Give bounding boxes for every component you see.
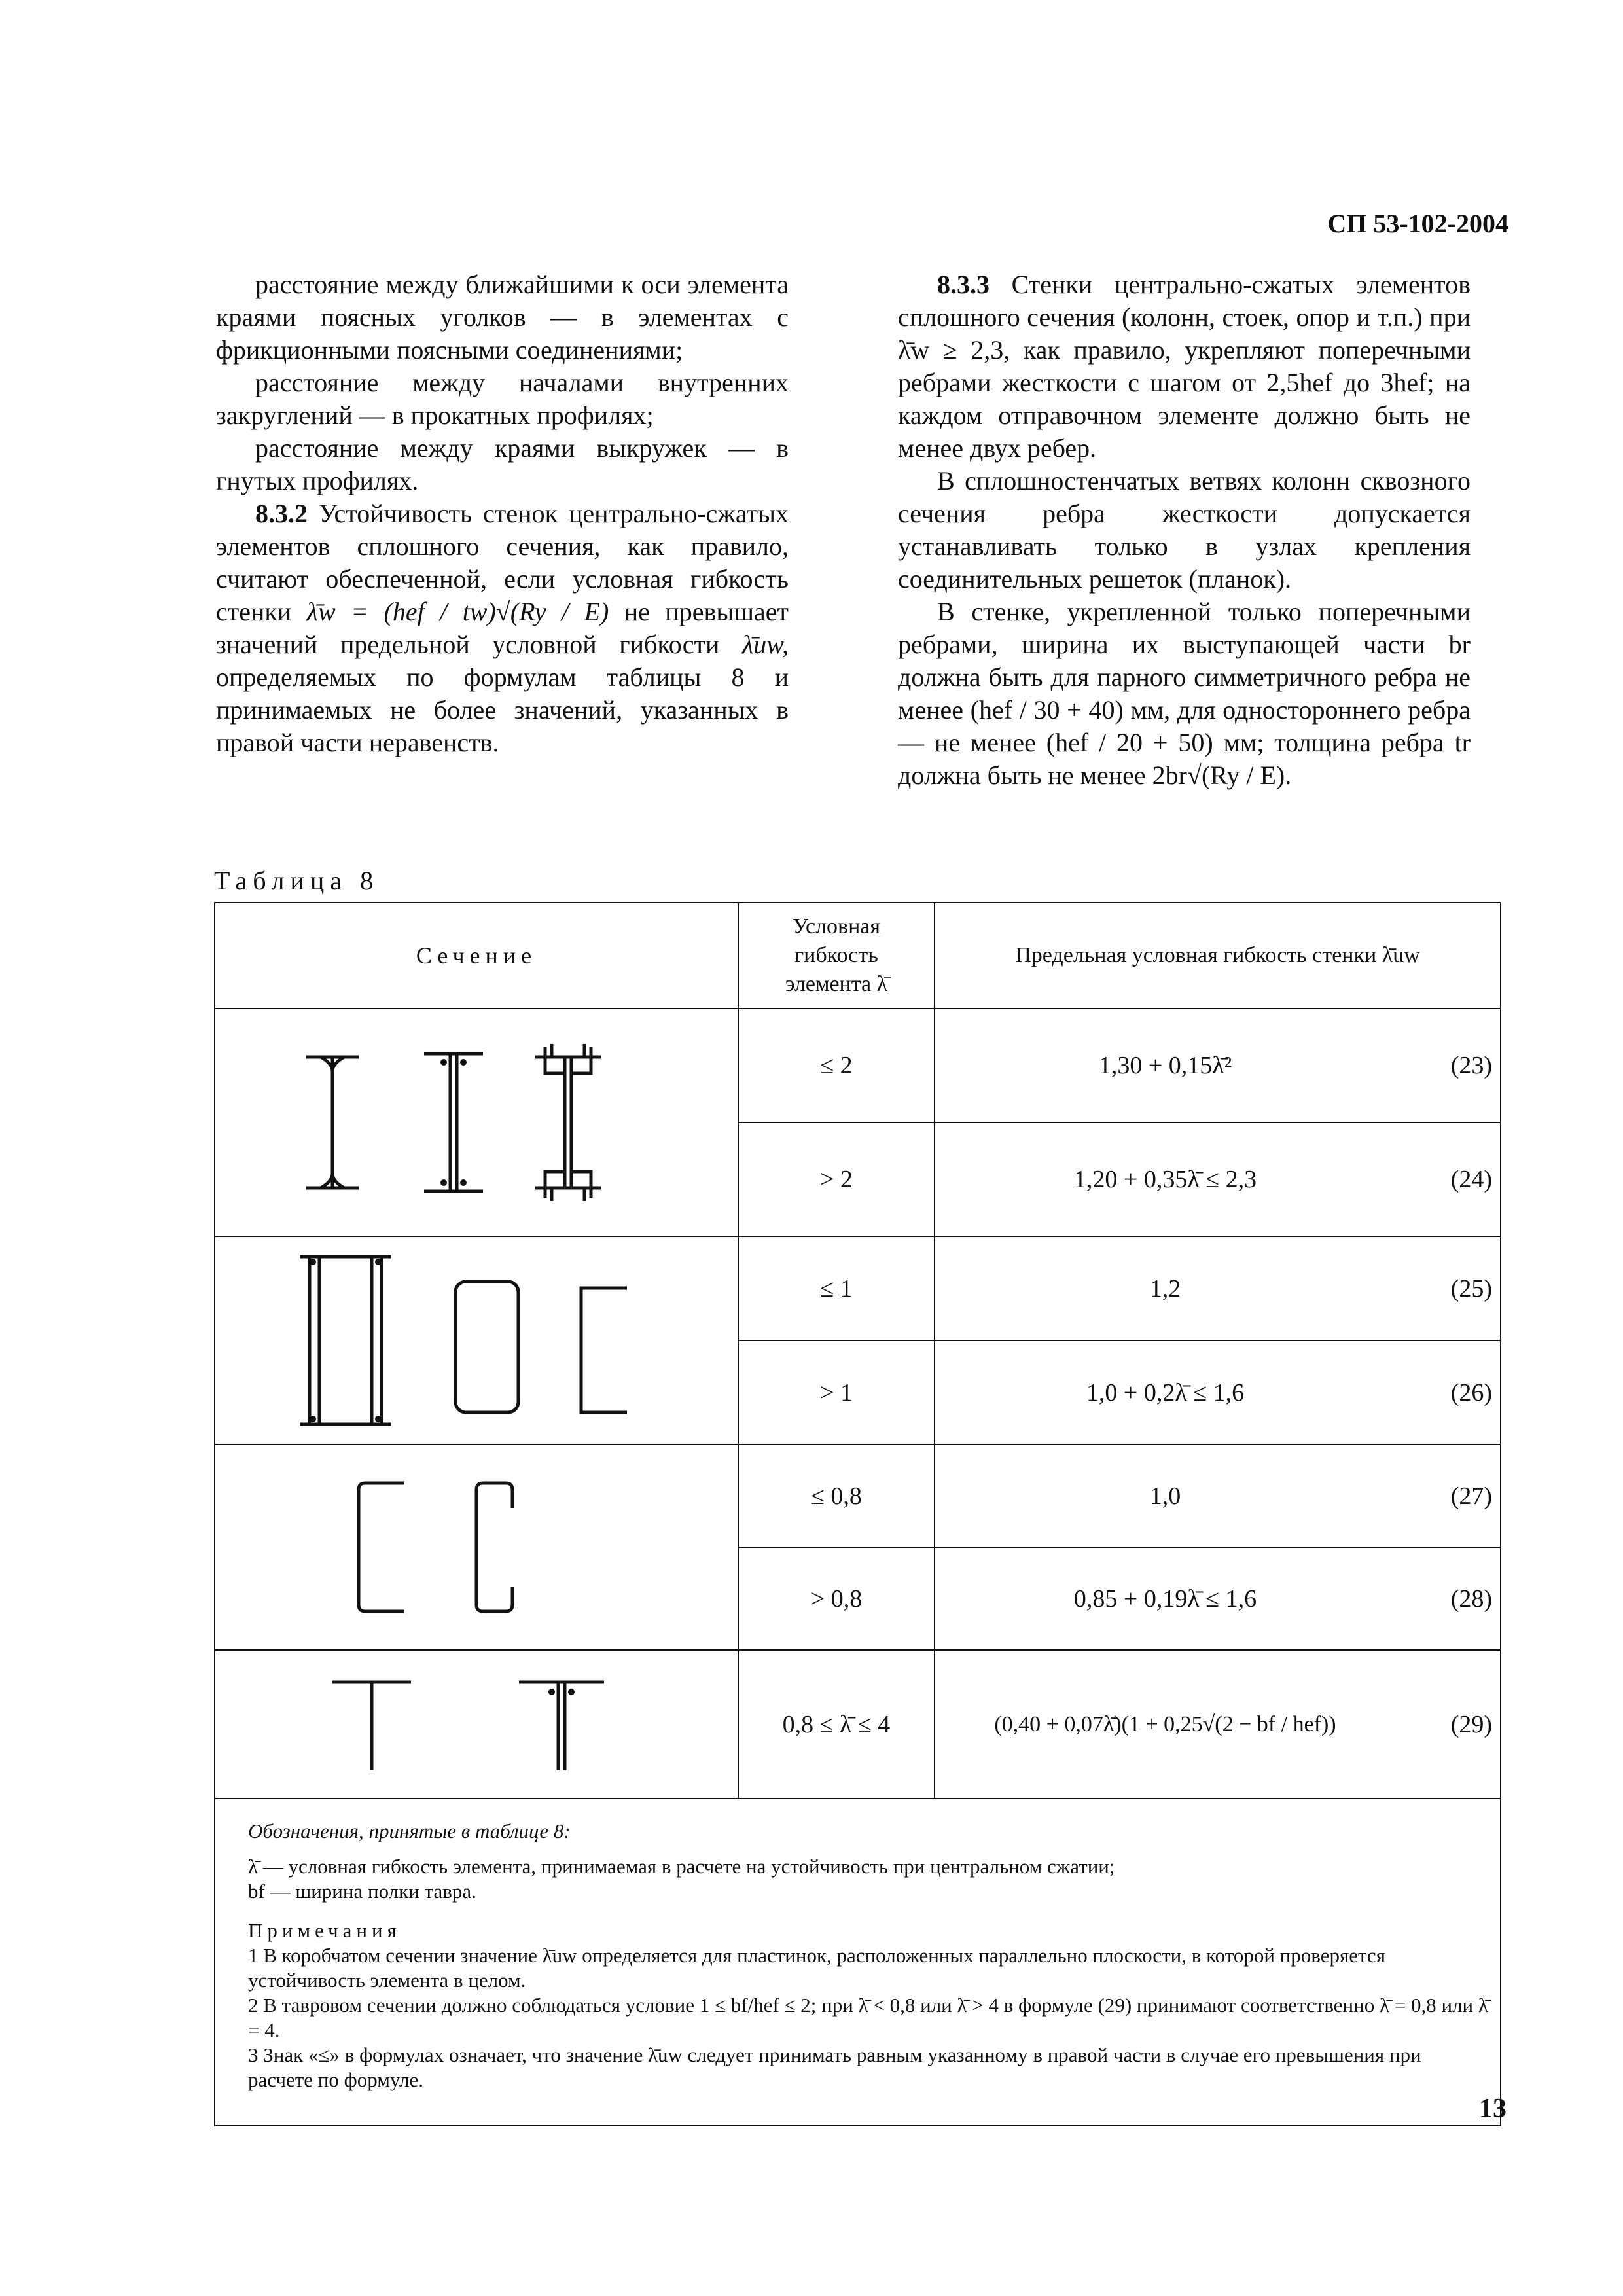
limit-cell [935, 1122, 1501, 1236]
formula-number: (25) [1450, 1274, 1492, 1302]
page-number: 13 [1479, 2094, 1507, 2124]
formula-number: (24) [1450, 1166, 1492, 1193]
limit-formula: 1,30 + 0,15λ̄² [1098, 1052, 1232, 1079]
paragraph-8-3-2 [216, 497, 789, 759]
header-limit: Предельная условная гибкость стенки λ̄uw [935, 903, 1501, 1009]
note-item: 1 В коробчатом сечении значение λ̄uw определяется для пластинок, расположенных параллельно плоскости, в которой проверяется устойчивость элемента в целом. [248, 1944, 1385, 1992]
paragraph: В стенке, укрепленной только поперечными ребрами, ширина их выступающей части br должна быть для парного симметричного ребра не менее (hef / 30 + 40) мм, для одностороннего ребра — не менее (hef / 20 + 50) мм; толщина ребра tr должна быть не менее 2br√(Ry / E). [898, 597, 1471, 790]
i-beam-sections-icon [293, 1044, 660, 1201]
condition-cell: ≤ 0,8 [738, 1444, 935, 1547]
condition-cell: > 0,8 [738, 1547, 935, 1650]
channel-sections-icon [293, 1469, 660, 1626]
limit-cell [935, 1547, 1501, 1650]
formula-number: (28) [1450, 1585, 1492, 1613]
clause-number: 8.3.3 [937, 270, 990, 299]
paragraph: расстояние между началами внутренних закруглений — в прокатных профилях; [216, 368, 789, 430]
table-notes-row [215, 1799, 1501, 2126]
paragraph: расстояние между ближайшими к оси элемента краями поясных уголков — в элементах с фрикционными поясными соединениями; [216, 270, 789, 365]
table-header-row [215, 903, 1501, 1009]
box-sections-icon [293, 1249, 660, 1432]
note-item: 3 Знак «≤» в формулах означает, что значение λ̄uw следует принимать равным указанному в правой части в случае его превышения при расчете по формуле. [248, 2043, 1421, 2091]
paragraph: В сплошностенчатых ветвях колонн сквозного сечения ребра жесткости допускается устанавливать только в узлах крепления соединительных решеток (планок). [898, 466, 1471, 594]
limit-cell [935, 1340, 1501, 1444]
paragraph: расстояние между краями выкружек — в гнутых профилях. [216, 433, 789, 495]
table-row [215, 1444, 1501, 1547]
symbol: λ̄uw, [741, 630, 789, 659]
table-8 [214, 902, 1501, 2126]
formula-number: (23) [1450, 1052, 1492, 1079]
limit-formula: (0,40 + 0,07λ̄)(1 + 0,25√(2 − bf / hef)) [994, 1712, 1336, 1736]
condition-cell: > 1 [738, 1340, 935, 1444]
limit-cell [935, 1009, 1501, 1122]
tee-section-drawings [215, 1650, 738, 1799]
notation-title: Обозначения, принятые в таблице 8: [248, 1820, 571, 1842]
left-column [216, 268, 789, 759]
table-row [215, 1009, 1501, 1122]
limit-formula: 1,2 [1149, 1274, 1181, 1302]
condition-cell: ≤ 2 [738, 1009, 935, 1122]
i-section-drawings [215, 1009, 738, 1236]
table-caption: Таблица 8 [214, 866, 380, 895]
header-section: Сечение [215, 903, 738, 1009]
formula-number: (27) [1450, 1482, 1492, 1510]
table-row [215, 1236, 1501, 1340]
table-row [215, 1650, 1501, 1799]
clause-text: определяемых по формулам таблицы 8 и принимаемых не более значений, указанных в правой части неравенств. [216, 662, 789, 757]
clause-text: не превышает значений предельной условной гибкости [216, 597, 789, 659]
formula-number: (29) [1450, 1710, 1492, 1738]
formula: λ̄w = (hef / tw)√(Ry / E) [306, 597, 609, 626]
limit-cell [935, 1650, 1501, 1799]
condition-cell: > 2 [738, 1122, 935, 1236]
formula-number: (26) [1450, 1378, 1492, 1407]
limit-cell [935, 1236, 1501, 1340]
right-column [898, 268, 1471, 792]
header-condition: Условная гибкость элемента λ̄ [738, 903, 935, 1009]
condition-cell: ≤ 1 [738, 1236, 935, 1340]
limit-formula: 1,0 + 0,2λ̄ ≤ 1,6 [1086, 1378, 1245, 1407]
notation-item: bf — ширина полки тавра. [248, 1880, 476, 1903]
limit-formula: 0,85 + 0,19λ̄ ≤ 1,6 [1073, 1585, 1257, 1613]
limit-cell [935, 1444, 1501, 1547]
clause-number: 8.3.2 [255, 499, 308, 528]
limit-formula: 1,0 [1149, 1482, 1181, 1510]
condition-cell: 0,8 ≤ λ̄ ≤ 4 [738, 1650, 935, 1799]
document-code: СП 53-102-2004 [1327, 209, 1508, 238]
clause-text: Стенки центрально-сжатых элементов сплошного сечения (колонн, стоек, опор и т.п.) при λ̄w ≥ 2,3, как правило, укрепляют поперечными ребрами жесткости с шагом от 2,5hef до 3hef; на каждом отправочном элементе должно быть не менее двух ребер. [898, 270, 1471, 463]
note-item: 2 В тавровом сечении должно соблюдаться условие 1 ≤ bf/hef ≤ 2; при λ̄ < 0,8 или λ̄ > 4 в формуле (29) принимают соответственно λ̄ = 0,8 или λ̄ = 4. [248, 1994, 1488, 2041]
table-notes [215, 1799, 1501, 2126]
limit-formula: 1,20 + 0,35λ̄ ≤ 2,3 [1073, 1166, 1257, 1193]
box-section-drawings [215, 1236, 738, 1444]
notation-item: λ̄ — условная гибкость элемента, принимаемая в расчете на устойчивость при центральном сжатии; [248, 1855, 1115, 1878]
notes-heading: Примечания [248, 1919, 401, 1942]
paragraph-8-3-3 [898, 268, 1471, 465]
tee-sections-icon [293, 1672, 660, 1777]
channel-section-drawings [215, 1444, 738, 1650]
clause-text: Устойчивость стенок центрально-сжатых элементов сплошного сечения, как правило, считают обеспеченной, если условная гибкость стенки [216, 499, 789, 626]
